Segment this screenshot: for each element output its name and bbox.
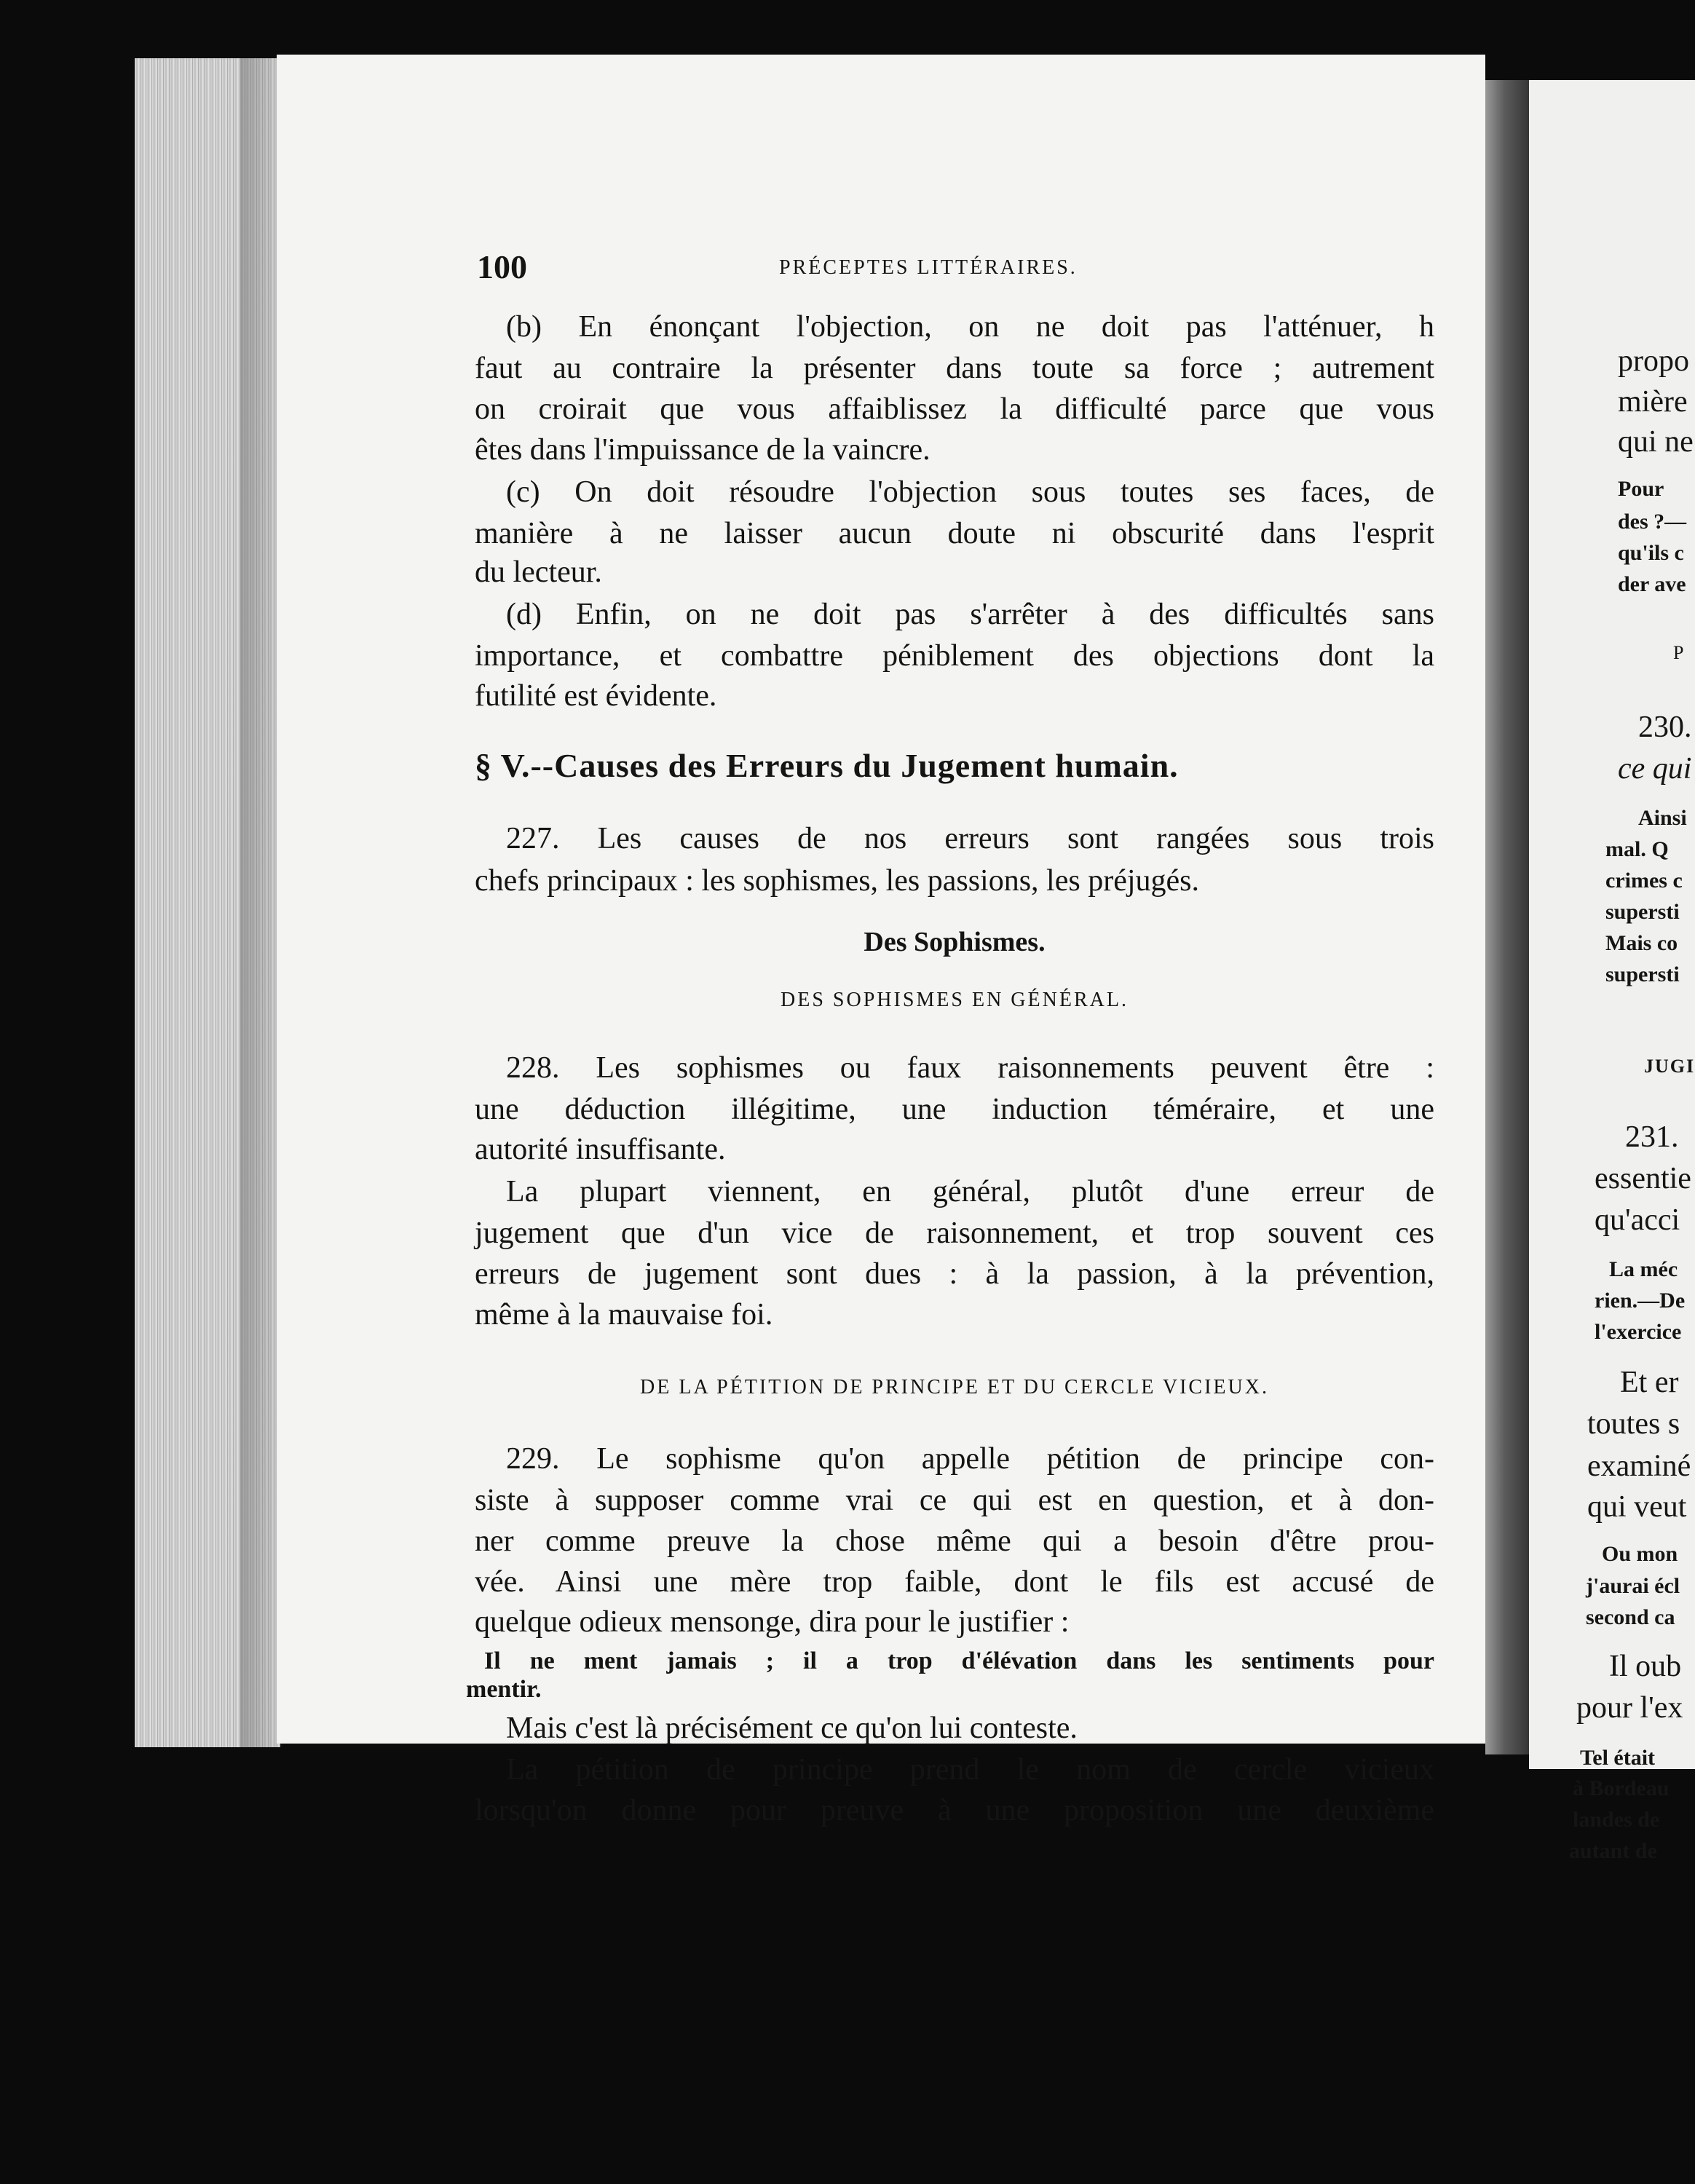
right-page-line: propo (1618, 344, 1689, 378)
right-page-fragment (1529, 80, 1695, 1863)
right-page-line: essentie (1595, 1162, 1691, 1195)
right-page-line: second ca (1586, 1605, 1675, 1629)
para-d-line: futilité est évidente. (475, 679, 717, 713)
right-page-line: pour l'ex (1576, 1691, 1683, 1725)
right-page-line: Et er (1620, 1366, 1679, 1399)
right-page-line: qui ne (1618, 425, 1694, 459)
example-quote-line: mentir. (466, 1676, 542, 1703)
heading-petition-principe: DE LA PÉTITION DE PRINCIPE ET DU CERCLE VICIEUX. (640, 1376, 1269, 1398)
right-page-line: autant de (1569, 1839, 1657, 1863)
para-b-line: (b) En énonçant l'objection, on ne doit pas l'atténuer, h (506, 310, 1434, 344)
para-229-line: siste à supposer comme vrai ce qui est en question, et à don- (475, 1484, 1434, 1517)
right-page-line: mière (1618, 385, 1688, 419)
para-b-line: on croirait que vous affaiblissez la difficulté parce que vous (475, 392, 1434, 426)
para-plupart-line: erreurs de jugement sont dues : à la passion, à la prévention, (475, 1257, 1434, 1291)
para-229-line: 229. Le sophisme qu'on appelle pétition de principe con- (506, 1442, 1434, 1476)
right-page-line: Pour (1618, 477, 1664, 501)
para-229-line: ner comme preuve la chose même qui a besoin d'être prou- (475, 1524, 1434, 1558)
para-229-line: quelque odieux mensonge, dira pour le justifier : (475, 1605, 1070, 1639)
right-page-line: La méc (1609, 1257, 1678, 1281)
para-b-line: faut au contraire la présenter dans toute sa force ; autrement (475, 352, 1434, 385)
right-page-line: Il oub (1609, 1650, 1682, 1683)
right-page-line: Ainsi (1638, 806, 1687, 830)
para-plupart-line: jugement que d'un vice de raisonnement, et trop souvent ces (475, 1216, 1434, 1250)
right-page-line: crimes c (1605, 869, 1683, 893)
right-page-line: l'exercice (1595, 1320, 1682, 1344)
right-page-line: supersti (1605, 900, 1680, 924)
heading-sophismes-general: DES SOPHISMES EN GÉNÉRAL. (781, 989, 1129, 1011)
section-heading: § V.--Causes des Erreurs du Jugement humain. (475, 747, 1179, 784)
right-page-line: mal. Q (1605, 837, 1669, 861)
heading-des-sophismes: Des Sophismes. (864, 927, 1046, 957)
right-page-line: der ave (1618, 572, 1686, 596)
right-page-line: des ?— (1618, 510, 1687, 534)
para-c-line: (c) On doit résoudre l'objection sous toutes ses faces, de (506, 475, 1434, 509)
running-title: PRÉCEPTES LITTÉRAIRES. (779, 256, 1078, 279)
para-plupart-line: même à la mauvaise foi. (475, 1298, 773, 1332)
para-d-line: importance, et combattre péniblement des objections dont la (475, 639, 1434, 673)
right-page-line: supersti (1605, 962, 1680, 986)
para-d-line: (d) Enfin, on ne doit pas s'arrêter à des difficultés sans (506, 598, 1434, 631)
right-page-line: 230. (1638, 711, 1692, 744)
para-227-line: chefs principaux : les sophismes, les passions, les préjugés. (475, 864, 1199, 898)
para-c-line: manière à ne laisser aucun doute ni obscurité dans l'esprit (475, 517, 1434, 550)
para-b-line: êtes dans l'impuissance de la vaincre. (475, 433, 931, 467)
para-228-line: 228. Les sophismes ou faux raisonnements peuvent être : (506, 1051, 1434, 1085)
page-number: 100 (477, 248, 527, 285)
para-cercle-line: La pétition de principe prend le nom de cercle vicieux (506, 1753, 1434, 1787)
example-quote-line: Il ne ment jamais ; il a trop d'élévation dans les sentiments pour (484, 1647, 1434, 1674)
right-page-line: qu'acci (1595, 1203, 1680, 1237)
right-page-line: P (1673, 642, 1686, 663)
right-page-line: landes de (1573, 1808, 1660, 1832)
para-plupart-line: La plupart viennent, en général, plutôt d'une erreur de (506, 1175, 1434, 1208)
right-page-line: rien.—De (1595, 1289, 1686, 1313)
right-page-line: toutes s (1587, 1407, 1680, 1441)
right-page-line: ce qui (1618, 752, 1692, 786)
para-228-line: autorité insuffisante. (475, 1133, 726, 1166)
para-mais-line: Mais c'est là précisément ce qu'on lui conteste. (506, 1712, 1078, 1745)
para-229-line: vée. Ainsi une mère trop faible, dont le fils est accusé de (475, 1565, 1434, 1599)
right-page-line: qu'ils c (1618, 541, 1684, 565)
right-page-line: JUGI (1644, 1056, 1695, 1077)
right-page-line: Ou mon (1602, 1542, 1678, 1566)
book-gutter (1485, 80, 1533, 1754)
right-page-line: Mais co (1605, 931, 1678, 955)
right-page-line: Tel était (1580, 1746, 1656, 1770)
para-cercle-line: lorsqu'on donne pour preuve à une proposition une deuxième (475, 1794, 1434, 1827)
right-page-line: examiné (1587, 1449, 1691, 1483)
right-page-line: à Bordeau (1573, 1776, 1670, 1800)
right-page-line: qui veut (1587, 1490, 1687, 1524)
right-page-line: 231. (1625, 1120, 1679, 1154)
para-228-line: une déduction illégitime, une induction téméraire, et une (475, 1093, 1434, 1126)
right-page-line: j'aurai écl (1586, 1574, 1680, 1598)
para-c-line: du lecteur. (475, 555, 602, 589)
para-227-line: 227. Les causes de nos erreurs sont rangées sous trois (506, 822, 1434, 855)
